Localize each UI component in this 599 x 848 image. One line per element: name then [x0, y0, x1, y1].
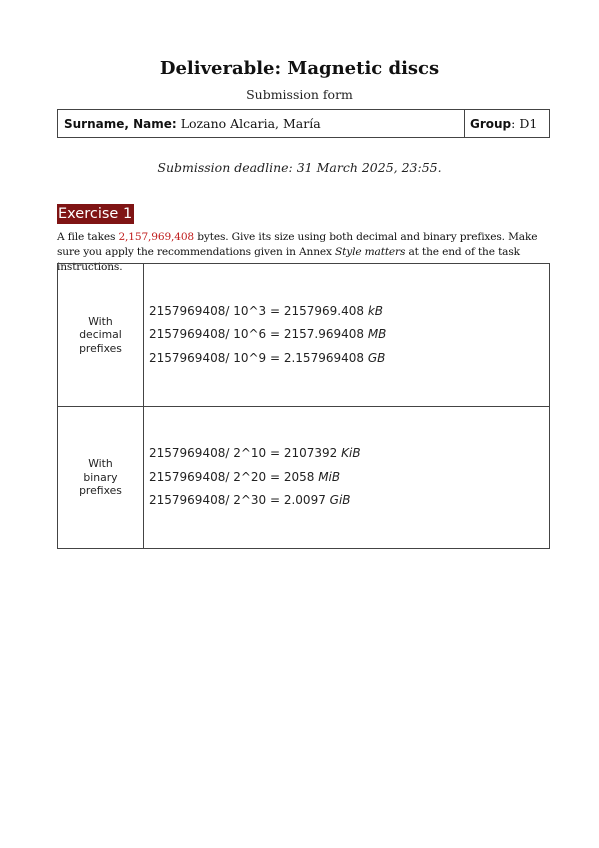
binary-answer-cell	[144, 407, 549, 548]
answer-line	[149, 466, 549, 490]
label-line: prefixes	[79, 484, 122, 498]
answer-line	[149, 347, 549, 371]
label-line: With	[88, 457, 113, 471]
label-line: prefixes	[79, 341, 122, 355]
student-info-table	[57, 109, 550, 138]
statement-text-post: at the end of the task instructions.	[57, 246, 520, 273]
decimal-prefixes-row	[58, 264, 549, 406]
decimal-answer-cell	[144, 264, 549, 406]
statement-text-pre: A file takes	[57, 231, 119, 243]
answer-unit: kB	[367, 303, 384, 318]
answer-expression: 2157969408/ 2^20 = 2058	[149, 469, 319, 484]
answer-line	[149, 300, 549, 324]
document-title: Deliverable: Magnetic discs	[159, 58, 440, 79]
document-subtitle: Submission form	[246, 87, 353, 102]
label-line: With	[88, 314, 113, 328]
submission-deadline: Submission deadline: 31 March 2025, 23:55.	[157, 160, 442, 175]
name-value: Lozano Alcaria, María	[180, 116, 321, 131]
answer-expression: 2157969408/ 2^30 = 2.0097	[149, 493, 330, 508]
binary-prefixes-row	[58, 406, 549, 548]
answer-unit: MiB	[318, 469, 341, 484]
exercise-heading: Exercise 1	[58, 206, 133, 222]
annex-reference: Style matters	[335, 246, 406, 258]
answer-unit: GiB	[329, 493, 351, 508]
answer-table	[57, 263, 550, 549]
answer-expression: 2157969408/ 10^3 = 2157969.408	[149, 303, 368, 318]
name-label: Surname, Name:	[64, 116, 177, 131]
answer-unit: KiB	[341, 446, 361, 461]
answer-line	[149, 442, 549, 466]
answer-line	[149, 489, 549, 513]
answer-expression: 2157969408/ 10^9 = 2.157969408	[149, 350, 368, 365]
answer-expression: 2157969408/ 2^10 = 2107392	[149, 446, 342, 461]
name-cell	[58, 110, 465, 137]
group-cell	[465, 110, 549, 137]
label-line: binary	[83, 470, 118, 484]
answer-unit: GB	[367, 350, 386, 365]
file-size-value: 2,157,969,408	[118, 231, 195, 243]
group-label: Group	[470, 116, 512, 131]
label-line: decimal	[79, 328, 122, 342]
answer-expression: 2157969408/ 10^6 = 2157.969408	[149, 327, 368, 342]
answer-unit: MB	[367, 327, 387, 342]
group-value: : D1	[511, 116, 538, 131]
answer-line	[149, 323, 549, 347]
statement-text-mid: bytes. Give its size using both decimal and binary prefixes. Make sure you apply the recommendations given in Annex	[57, 231, 538, 258]
decimal-row-label	[58, 264, 144, 406]
binary-row-label	[58, 407, 144, 548]
